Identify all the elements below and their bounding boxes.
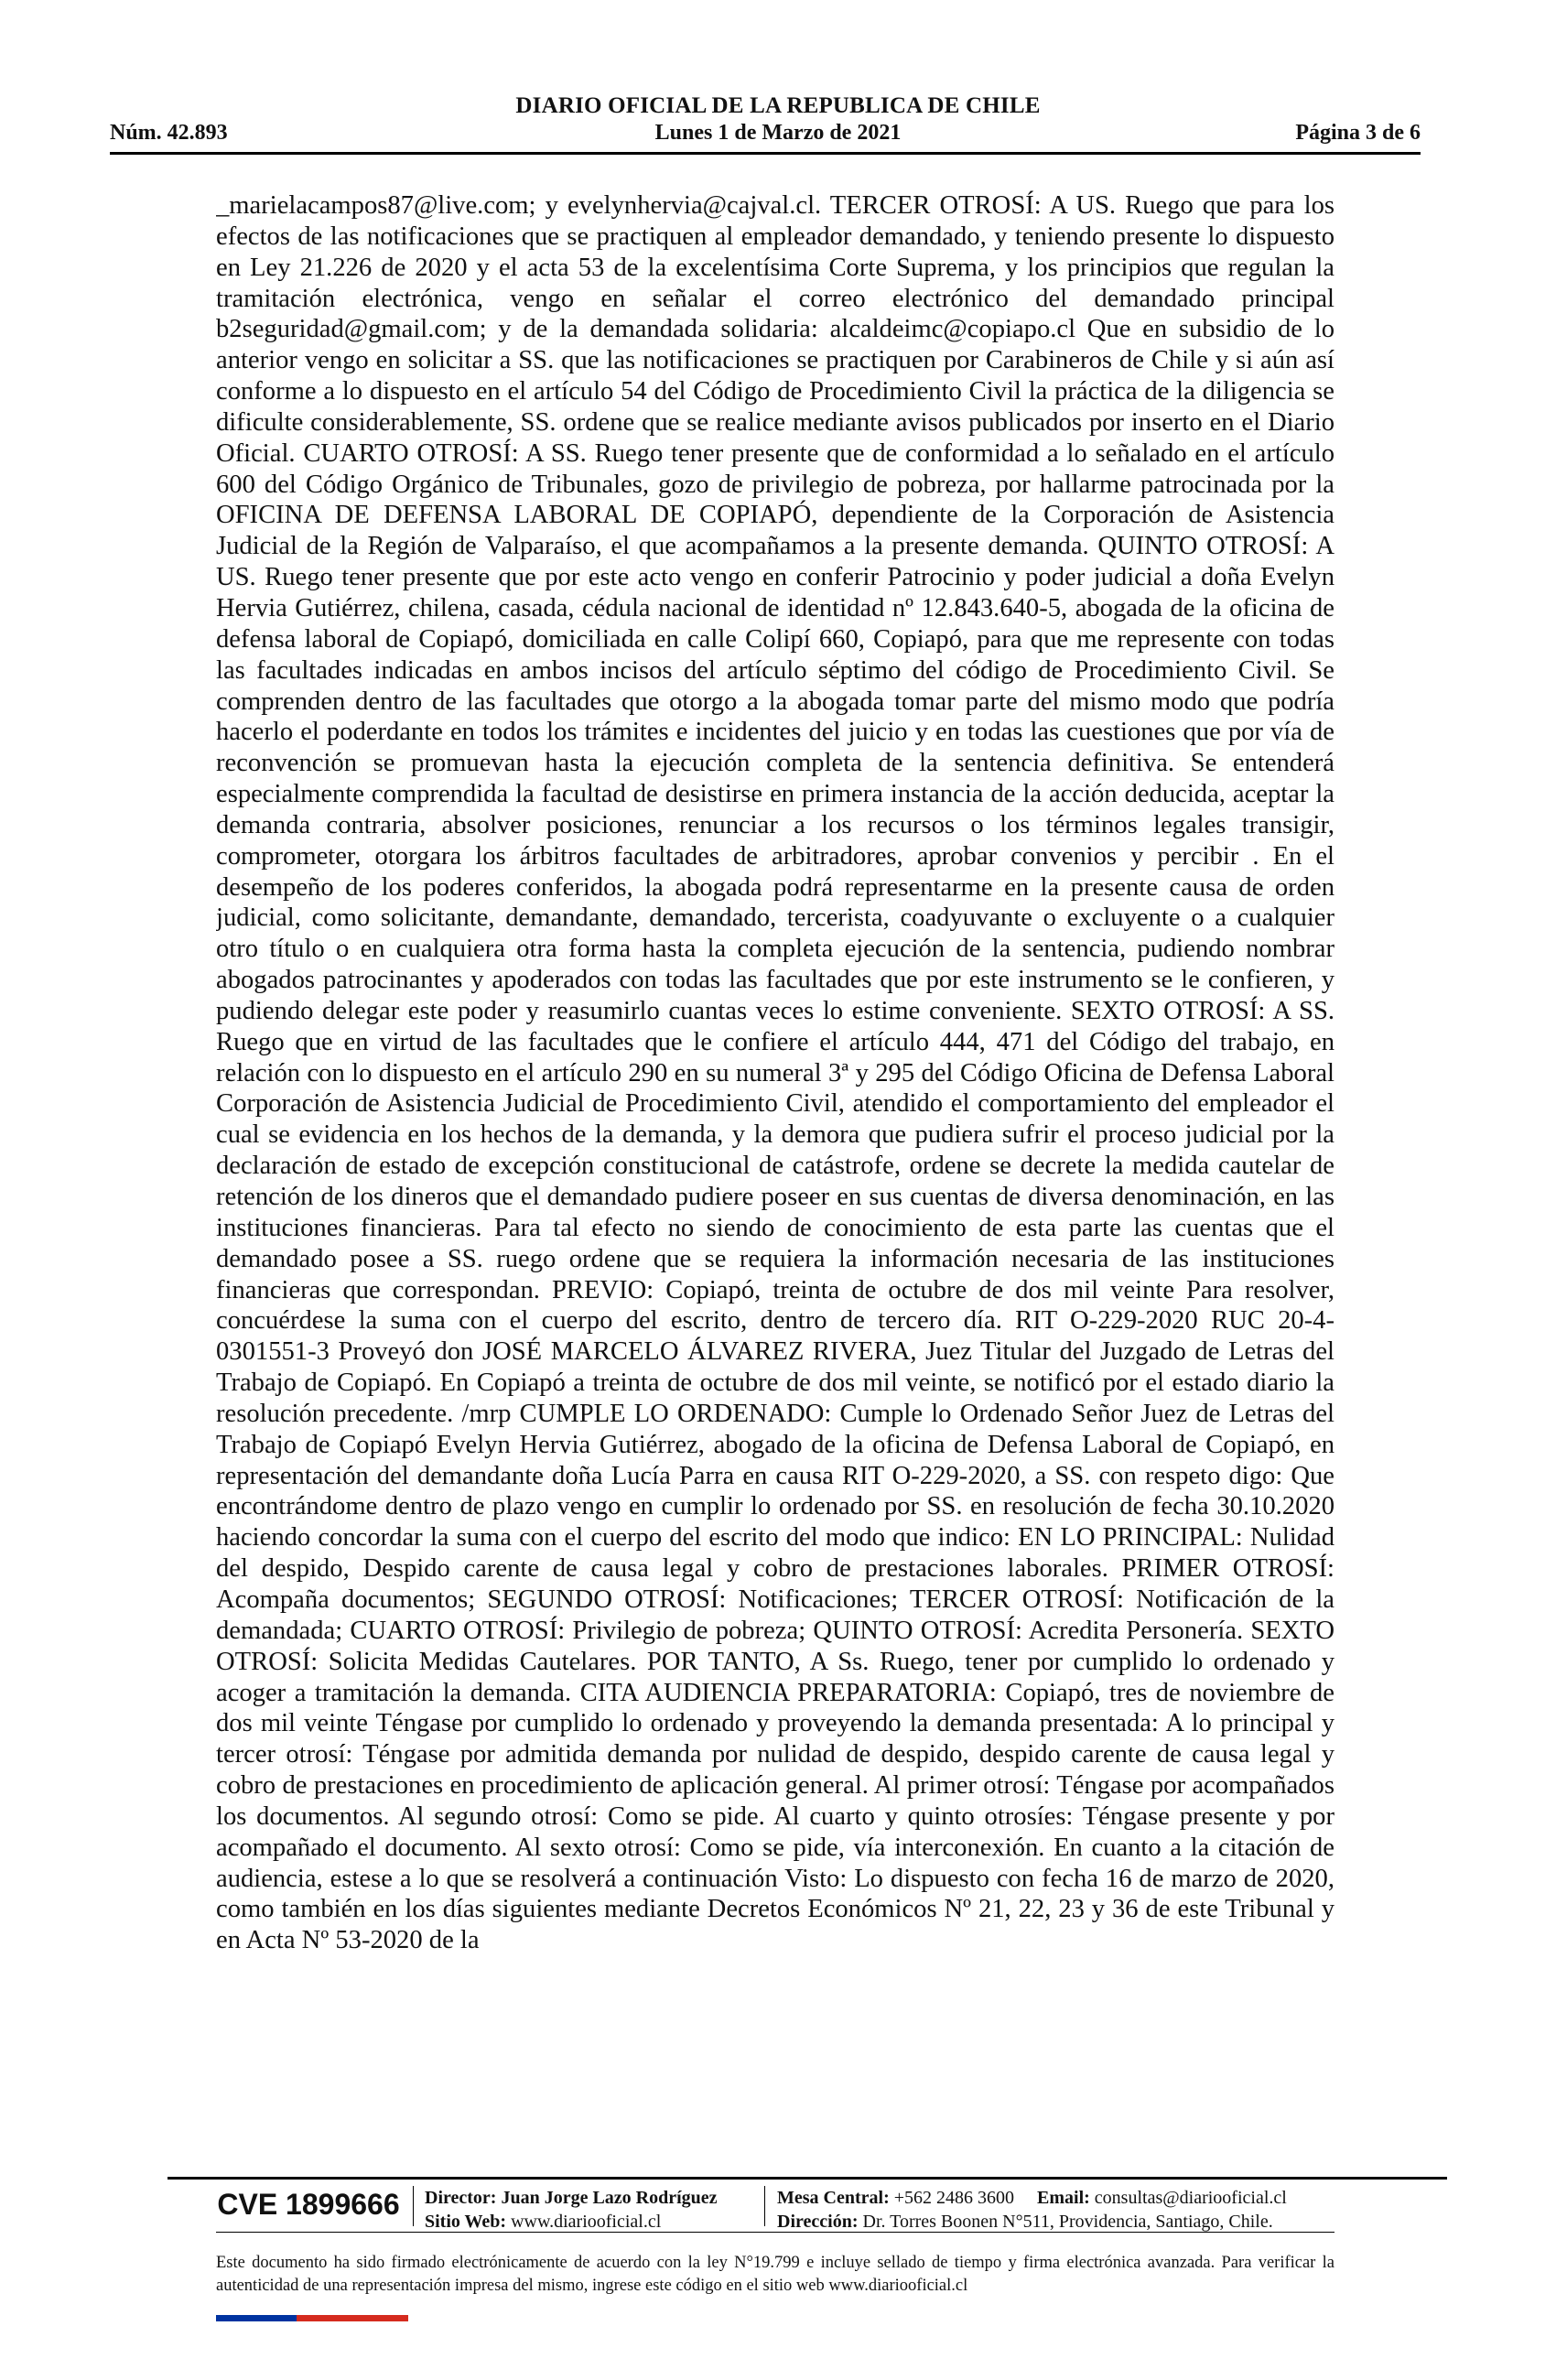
site-link[interactable]: www.diariooficial.cl <box>511 2212 662 2232</box>
director-label: Director: <box>425 2188 497 2208</box>
header-divider <box>110 152 1421 155</box>
cve-code: CVE 1899666 <box>217 2188 400 2221</box>
flag-stripe <box>216 2315 408 2321</box>
footer-contact-block <box>777 2186 1287 2234</box>
email-label: Email: <box>1037 2188 1090 2208</box>
signature-notice: Este documento ha sido firmado electrónicamente de acuerdo con la ley N°19.799 e incluye sellado de tiempo y firma electrónica avanzada. Para verificar la autenticidad de una representación impresa del mismo, ingrese este código en el sitio web www.diariooficial.cl <box>216 2254 1334 2295</box>
phone-label: Mesa Central: <box>777 2188 890 2208</box>
footer-divider-top <box>167 2177 1447 2180</box>
newspaper-title: DIARIO OFICIAL DE LA REPUBLICA DE CHILE <box>515 93 1041 118</box>
footer-separator <box>413 2186 414 2226</box>
email-link[interactable]: consultas@diariooficial.cl <box>1094 2188 1287 2208</box>
flag-blue-segment <box>216 2315 297 2321</box>
footer-separator <box>764 2186 765 2226</box>
footer-divider-bottom <box>216 2232 1334 2233</box>
body-text-block <box>216 190 1334 2137</box>
issue-date: Lunes 1 de Marzo de 2021 <box>654 121 902 145</box>
page-indicator: Página 3 de 6 <box>1295 121 1421 145</box>
phone-value: +562 2486 3600 <box>893 2188 1015 2208</box>
issue-number: Núm. 42.893 <box>110 121 228 145</box>
body-paragraph: _marielacampos87@live.com; y evelynhervia@cajval.cl. TERCER OTROSÍ: A US. Ruego que para los efectos de las notificaciones que se practiquen al empleador demandado, y teniendo presente lo dispuesto en Ley 21.226 de 2020 y el acta 53 de la excelentísima Corte Suprema, y los principios que regulan la tramitación electrónica, vengo en señalar el correo electrónico del demandado principal b2seguridad@gmail.com; y de la demandada solidaria: alcaldeimc@copiapo.cl Que en subsidio de lo anterior vengo en solicitar a SS. que las notificaciones se practiquen por Carabineros de Chile y si aún así conforme a lo dispuesto en el artículo 54 del Código de Procedimiento Civil la práctica de la diligencia se dificulte considerablemente, SS. ordene que se realice mediante avisos publicados por inserto en el Diario Oficial. CUARTO OTROSÍ: A SS. Ruego tener presente que de conformidad a lo señalado en el artículo 600 del Código Orgánico de Tribunales, gozo de privilegio de pobreza, por hallarme patrocinada por la OFICINA DE DEFENSA LABORAL DE COPIAPÓ, dependiente de la Corporación de Asistencia Judicial de la Región de Valparaíso, el que acompañamos a la presente demanda. QUINTO OTROSÍ: A US. Ruego tener presente que por este acto vengo en conferir Patrocinio y poder judicial a doña Evelyn Hervia Gutiérrez, chilena, casada, cédula nacional de identidad nº 12.843.640-5, abogada de la oficina de defensa laboral de Copiapó, domiciliada en calle Colipí 660, Copiapó, para que me represente con todas las facultades indicadas en ambos incisos del artículo séptimo del código de Procedimiento Civil. Se comprenden dentro de las facultades que otorgo a la abogada tomar parte del mismo modo que podría hacerlo el poderdante en todos los trámites e incidentes del juicio y en todas las cuestiones que por vía de reconvención se promuevan hasta la ejecución completa de la sentencia definitiva. Se entenderá especialmente comprendida la facultad de desistirse en primera instancia de la acción deducida, aceptar la demanda contraria, absolver posiciones, renunciar a los recursos o los términos legales transigir, comprometer, otorgara los árbitros facultades de arbitradores, aprobar convenios y percibir . En el desempeño de los poderes conferidos, la abogada podrá representarme en la presente causa de orden judicial, como solicitante, demandante, demandado, tercerista, coadyuvante o excluyente o a cualquier otro título o en cualquiera otra forma hasta la completa ejecución de la sentencia, pudiendo nombrar abogados patrocinantes y apoderados con todas las facultades que por este instrumento se le confieren, y pudiendo delegar este poder y reasumirlo cuantas veces lo estime conveniente. SEXTO OTROSÍ: A SS. Ruego que en virtud de las facultades que le confiere el artículo 444, 471 del Código del trabajo, en relación con lo dispuesto en el artículo 290 en su numeral 3ª y 295 del Código Oficina de Defensa Laboral Corporación de Asistencia Judicial de Procedimiento Civil, atendido el comportamiento del empleador el cual se evidencia en los hechos de la demanda, y la demora que pudiera sufrir el proceso judicial por la declaración de estado de excepción constitucional de catástrofe, ordene se decrete la medida cautelar de retención de los dineros que el demandado pudiere poseer en sus cuentas de diversa denominación, en las instituciones financieras. Para tal efecto no siendo de conocimiento de esta parte las cuentas que el demandado posee a SS. ruego ordene que se requiera la información necesaria de las instituciones financieras que correspondan. PREVIO: Copiapó, treinta de octubre de dos mil veinte Para resolver, concuérdese la suma con el cuerpo del escrito, dentro de tercero día. RIT O-229-2020 RUC 20-4-0301551-3 Proveyó don JOSÉ MARCELO ÁLVAREZ RIVERA, Juez Titular del Juzgado de Letras del Trabajo de Copiapó. En Copiapó a treinta de octubre de dos mil veinte, se notificó por el estado diario la resolución precedente. /mrp CUMPLE LO ORDENADO: Cumple lo Ordenado Señor Juez de Letras del Trabajo de Copiapó Evelyn Hervia Gutiérrez, abogado de la oficina de Defensa Laboral de Copiapó, en representación del demandante doña Lucía Parra en causa RIT O-229-2020, a SS. con respeto digo: Que encontrándome dentro de plazo vengo en cumplir lo ordenado por SS. en resolución de fecha 30.10.2020 haciendo concordar la suma con el cuerpo del escrito del modo que indico: EN LO PRINCIPAL: Nulidad del despido, Despido carente de causa legal y cobro de prestaciones laborales. PRIMER OTROSÍ: Acompaña documentos; SEGUNDO OTROSÍ: Notificaciones; TERCER OTROSÍ: Notificación de la demandada; CUARTO OTROSÍ: Privilegio de pobreza; QUINTO OTROSÍ: Acredita Personería. SEXTO OTROSÍ: Solicita Medidas Cautelares. POR TANTO, A Ss. Ruego, tener por cumplido lo ordenado y acoger a tramitación la demanda. CITA AUDIENCIA PREPARATORIA: Copiapó, tres de noviembre de dos mil veinte Téngase por cumplido lo ordenado y proveyendo la demanda presentada: A lo principal y tercer otrosí: Téngase por admitida demanda por nulidad de despido, despido carente de causa legal y cobro de prestaciones en procedimiento de aplicación general. Al primer otrosí: Téngase por acompañados los documentos. Al segundo otrosí: Como se pide. Al cuarto y quinto otrosíes: Téngase presente y por acompañado el documento. Al sexto otrosí: Como se pide, vía interconexión. En cuanto a la citación de audiencia, estese a lo que se resolverá a continuación Visto: Lo dispuesto con fecha 16 de marzo de 2020, como también en los días siguientes mediante Decretos Económicos Nº 21, 22, 23 y 36 de este Tribunal y en Acta Nº 53-2020 de la <box>216 191 1334 1955</box>
footer-director-block <box>425 2186 718 2234</box>
director-name: Juan Jorge Lazo Rodríguez <box>501 2188 718 2208</box>
flag-red-segment <box>297 2315 408 2321</box>
site-label: Sitio Web: <box>425 2212 507 2232</box>
address-label: Dirección: <box>777 2212 859 2232</box>
address-value: Dr. Torres Boonen N°511, Providencia, Santiago, Chile. <box>862 2212 1273 2232</box>
